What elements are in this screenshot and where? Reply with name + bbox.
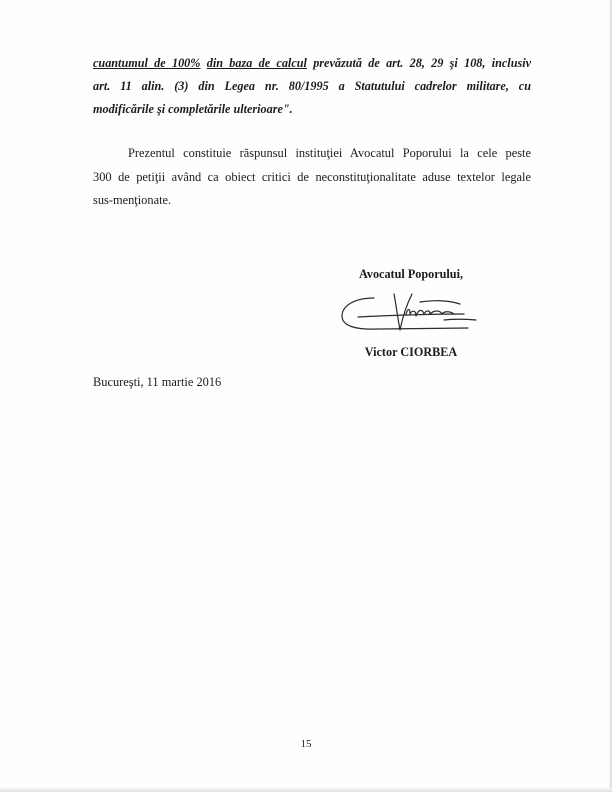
quote-line-2: art. 11 alin. (3) din Legea nr. 80/1995 a Statutului cadrelor militare, cu [93,79,531,93]
signatory-title: Avocatul Poporului, [358,267,464,281]
underlined-phrase-amount: cuantumul de 100% [93,56,201,70]
quote-line-3: modificările şi completările ulterioare". [93,102,293,116]
handwritten-signature [336,284,486,342]
place-and-date: Bucureşti, 11 martie 2016 [93,375,222,389]
paragraph-line-1: Prezentul constituie răspunsul instituţiei Avocatul Poporului la cele peste [128,146,531,160]
signature-base-stroke [358,314,464,317]
signature-top-flourish [420,301,460,304]
signature-tail-stroke [444,319,476,320]
quote-line-1-rest: prevăzută de art. 28, 29 şi 108, inclusiv [306,56,532,70]
response-paragraph [93,142,531,213]
paragraph-line-2: 300 de petiţii având ca obiect critici de neconstituţionalitate aduse textelor legale [93,169,531,184]
signature-block [336,266,486,360]
paragraph-line-3: sus-menţionate. [93,193,172,207]
page-number: 15 [300,738,312,750]
quoted-law-excerpt [93,52,531,121]
scan-edge-bottom [0,788,612,792]
signatory-name: Victor CIORBEA [364,345,458,359]
quote-line-1 [93,52,531,75]
signature-v-stroke [394,294,412,330]
underlined-phrase-base: din baza de calcul [206,56,307,70]
